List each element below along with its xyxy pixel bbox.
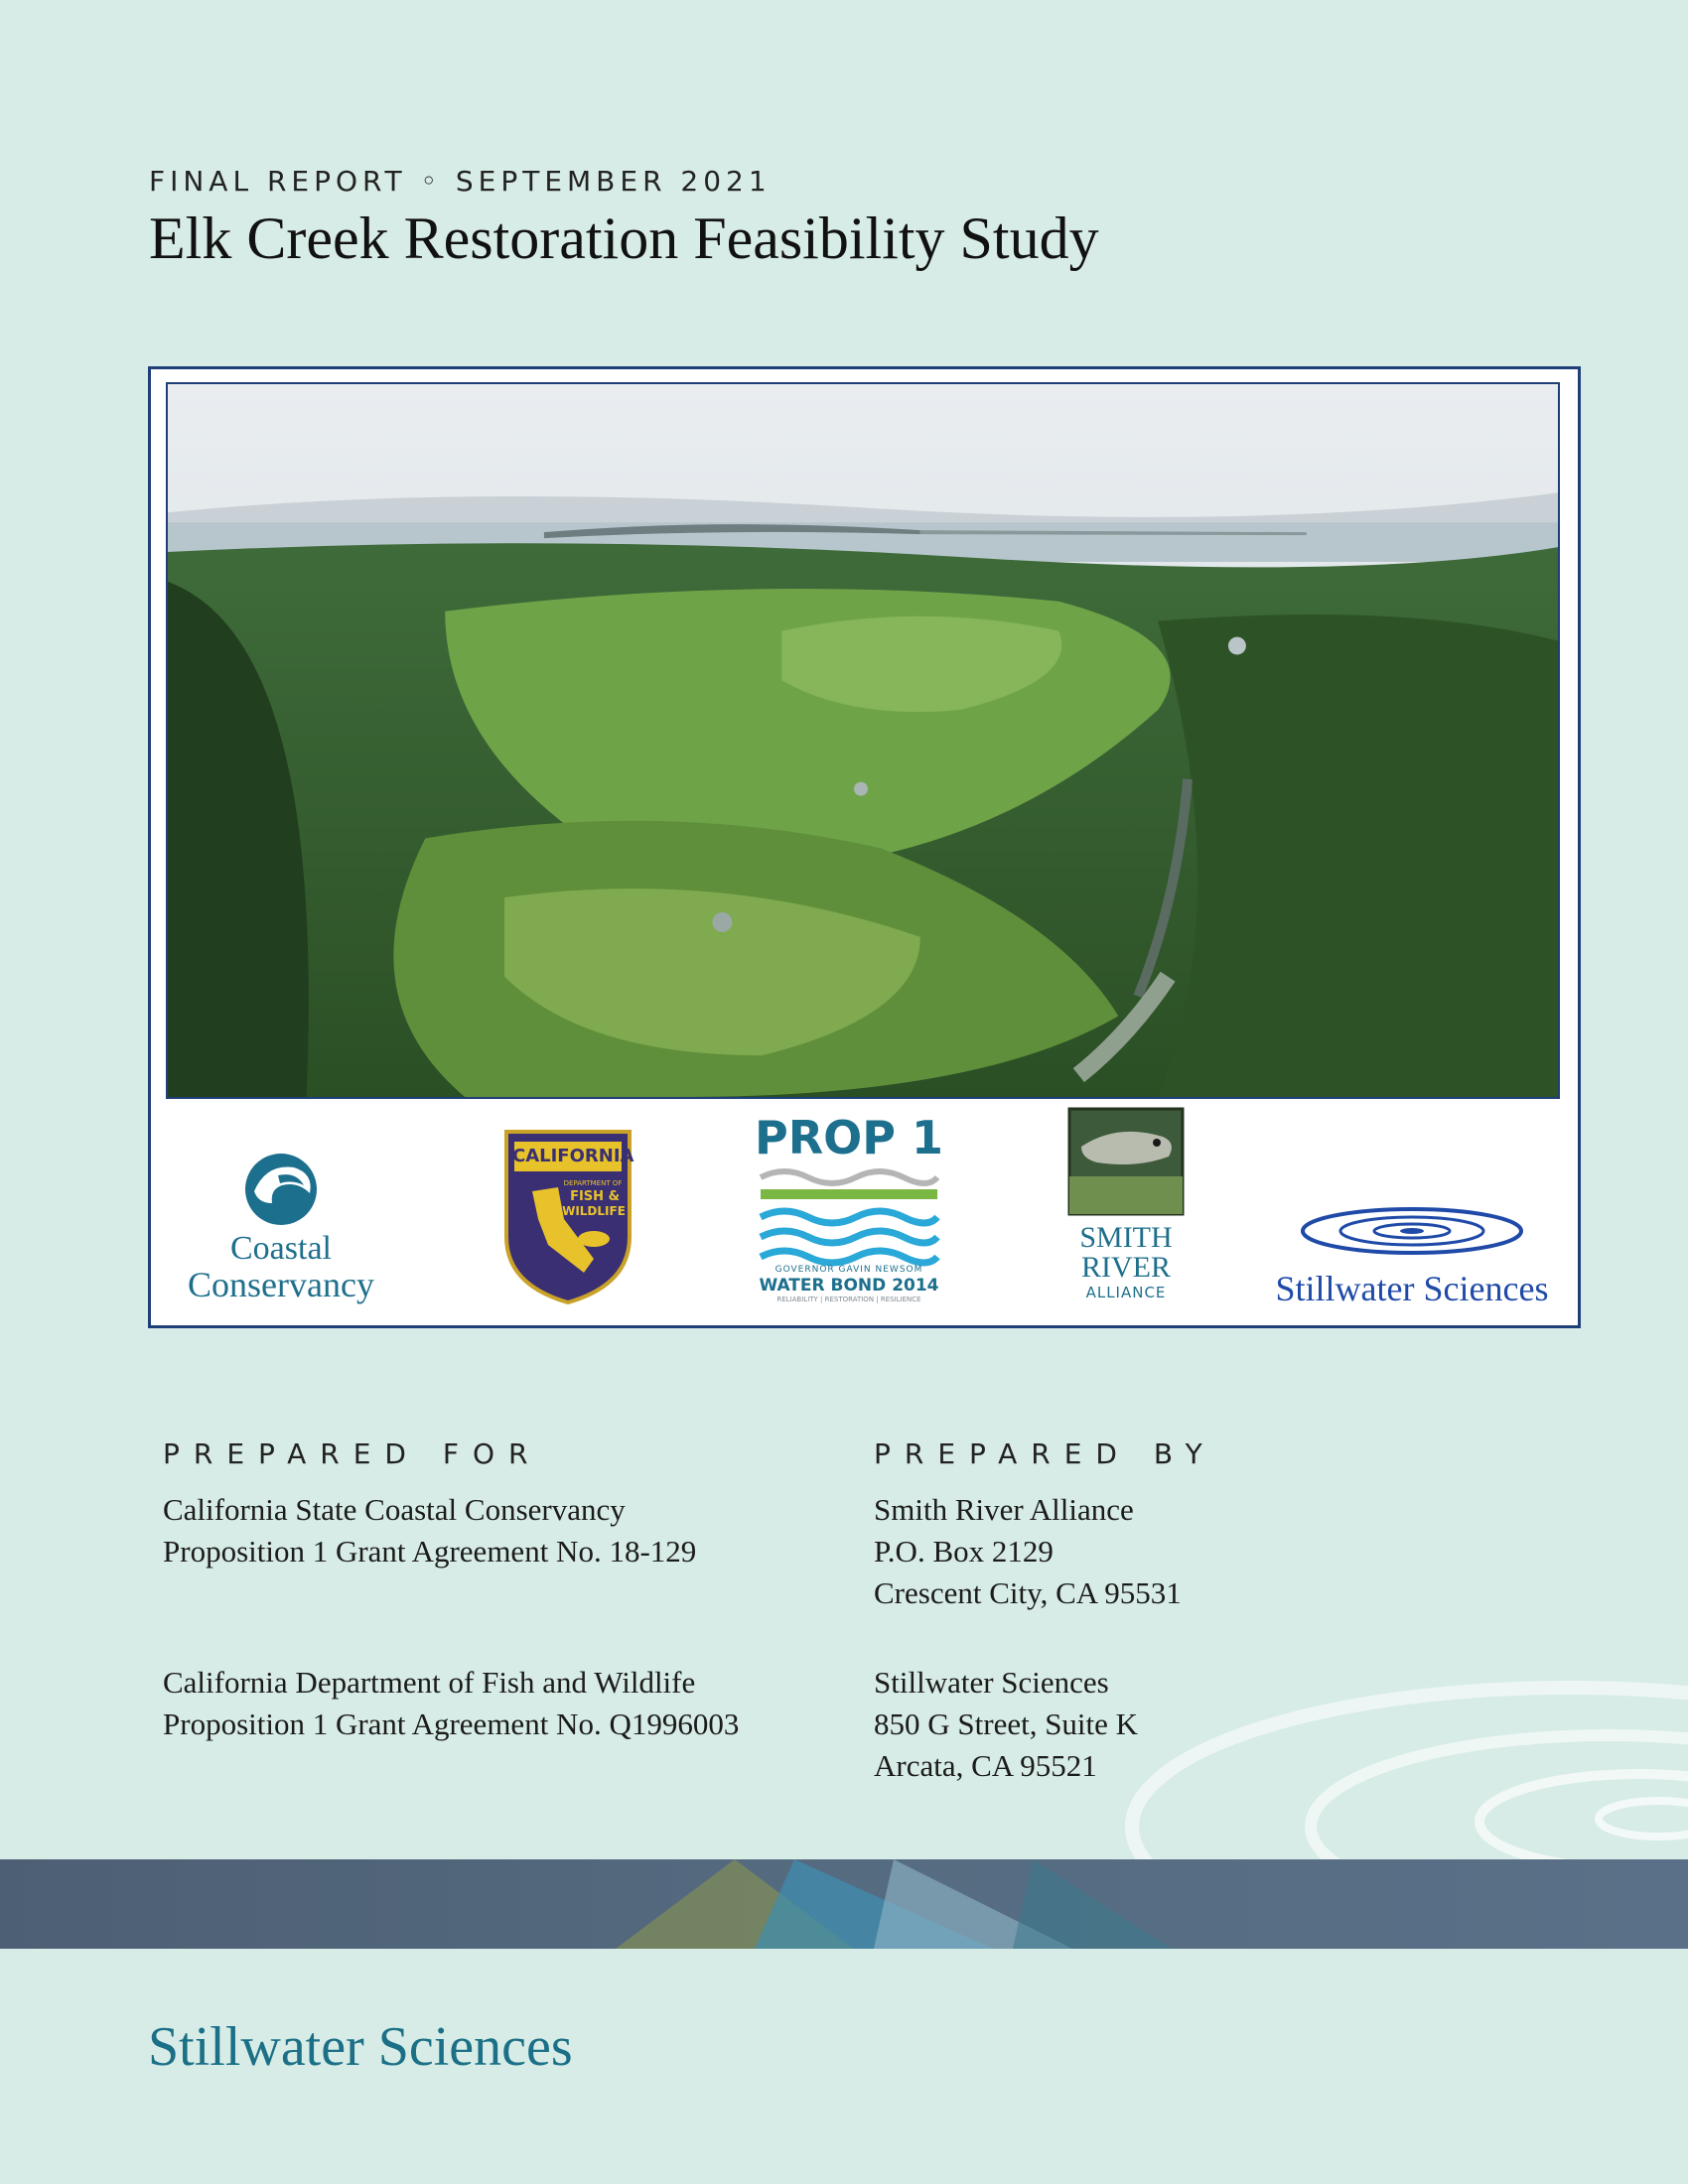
- cover-aerial-photo: [166, 382, 1560, 1099]
- footer-brand: Stillwater Sciences: [148, 2016, 573, 2078]
- prepared-for-org2-detail: Proposition 1 Grant Agreement No. Q1996003: [163, 1706, 740, 1741]
- prepared-by-org2-line2: Arcata, CA 95521: [874, 1748, 1097, 1783]
- prop1-sub: GOVERNOR GAVIN NEWSOM: [774, 1265, 923, 1275]
- prepared-by-org2-line1: 850 G Street, Suite K: [874, 1706, 1139, 1741]
- prepared-for-column: [163, 1489, 818, 1745]
- coastal-line-2: Conservancy: [188, 1265, 374, 1304]
- prop1-bond: WATER BOND 2014: [759, 1276, 939, 1296]
- prepared-for-heading: PREPARED FOR: [163, 1437, 542, 1470]
- report-kicker: FINAL REPORT ◦ SEPTEMBER 2021: [149, 165, 772, 198]
- cdfw-badge-logo: [498, 1128, 637, 1306]
- report-title: Elk Creek Restoration Feasibility Study: [149, 205, 1099, 271]
- cdfw-line-4: WILDLIFE: [562, 1204, 626, 1218]
- cdfw-line-3: FISH &: [570, 1189, 620, 1204]
- decorative-color-band: [0, 1859, 1688, 1949]
- prepared-by-org1-line2: Crescent City, CA 95531: [874, 1575, 1182, 1610]
- prepared-by-org1-name: Smith River Alliance: [874, 1492, 1134, 1527]
- stillwater-logo-name: Stillwater Sciences: [1275, 1269, 1549, 1308]
- prepared-for-org1-detail: Proposition 1 Grant Agreement No. 18-129: [163, 1534, 697, 1569]
- smith-line-2: RIVER: [1081, 1251, 1171, 1284]
- coastal-conservancy-logo: [167, 1142, 395, 1310]
- cdfw-line-1: CALIFORNIA: [512, 1146, 634, 1166]
- cdfw-line-2: DEPARTMENT OF: [563, 1179, 623, 1187]
- coastal-line-1: Coastal: [230, 1230, 332, 1267]
- prepared-for-org2-name: California Department of Fish and Wildlife: [163, 1665, 696, 1700]
- prop1-tagline: RELIABILITY | RESTORATION | RESILIENCE: [776, 1296, 921, 1303]
- prop1-title: PROP 1: [755, 1111, 943, 1164]
- smith-line-3: ALLIANCE: [1085, 1284, 1167, 1301]
- prepared-by-org2-name: Stillwater Sciences: [874, 1665, 1109, 1700]
- smith-line-1: SMITH: [1079, 1221, 1173, 1254]
- smith-river-alliance-logo: [1067, 1107, 1185, 1305]
- prepared-for-org1-name: California State Coastal Conservancy: [163, 1492, 626, 1527]
- stillwater-sciences-logo: [1253, 1201, 1571, 1310]
- prop1-logo: [755, 1112, 943, 1310]
- prepared-by-org1-line1: P.O. Box 2129: [874, 1534, 1054, 1569]
- prepared-by-heading: PREPARED BY: [874, 1437, 1216, 1470]
- water-ripple-decoration: [1053, 1678, 1688, 1866]
